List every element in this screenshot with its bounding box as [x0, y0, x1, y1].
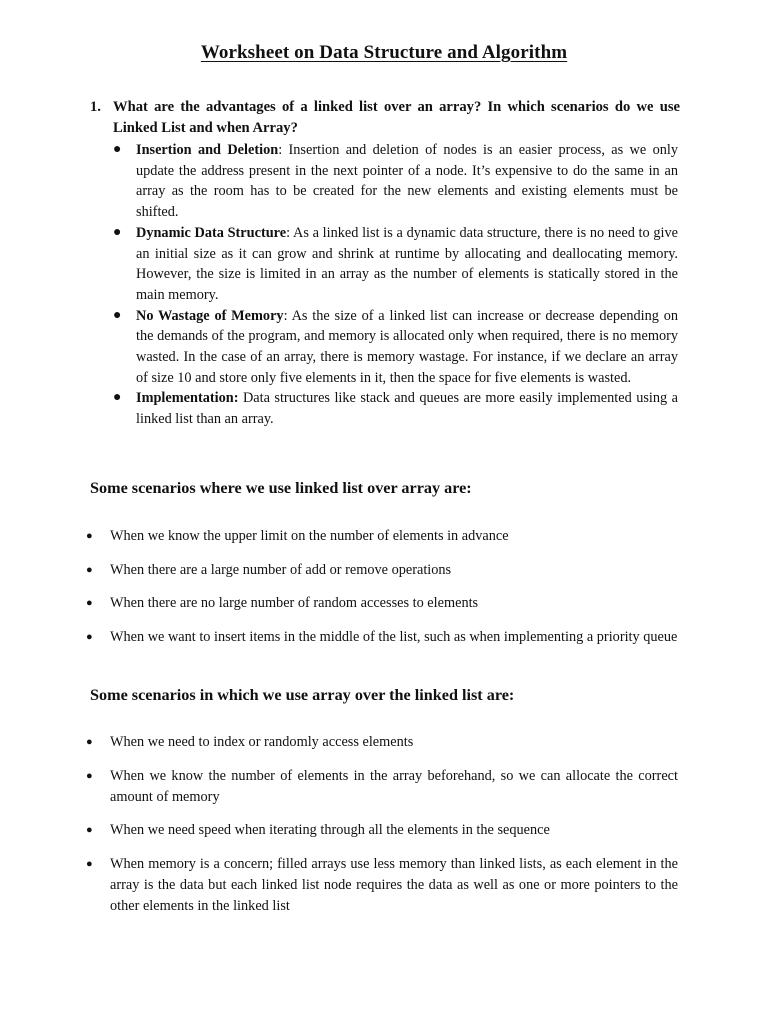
question-number: 1. — [90, 99, 101, 115]
bullet-icon: ● — [86, 857, 93, 870]
list-item-text: When there are a large number of add or remove operations — [110, 561, 452, 578]
advantage-term: No Wastage of Memory — [136, 307, 284, 324]
list-item — [86, 766, 678, 808]
list-item-text: When memory is a concern; filled arrays use less memory than linked lists, as each element in the array is the data but each linked list node requires the data as well as one or more pointers to the other elements in the linked list — [110, 855, 678, 914]
question-text: What are the advantages of a linked list over an array? In which scenarios do we use Linked List and when Array? — [113, 99, 680, 136]
list-item — [86, 560, 678, 581]
list-item-text: When we need to index or randomly access elements — [110, 734, 414, 750]
advantage-text: Insertion and deletion of nodes is an easier process, as we only update the address present in the next pointer of a node. It’s expensive to do the same in an array as the room has to be created for the new elements and existing elements must be shifted. — [136, 142, 678, 221]
bullet-icon: ● — [86, 530, 93, 542]
advantages-list — [113, 140, 678, 430]
advantage-text: As the size of a linked list can increase or decrease depending on the demands of the program, and memory is allocated only when required, there is no memory wasted. In the case of an array, there is memory wastage. For instance, if we declare an array of size 10 and store only five elements in it, then the space for five elements is wasted. — [136, 307, 678, 386]
list-item — [86, 854, 678, 917]
bullet-icon: ● — [113, 390, 122, 406]
bullet-icon: ● — [113, 307, 122, 323]
list-item-text: When we know the number of elements in the array beforehand, so we can allocate the correct amount of memory — [110, 767, 678, 805]
list-item — [86, 732, 678, 753]
advantage-separator: : — [278, 142, 289, 158]
list-item — [86, 526, 678, 547]
document-title: Worksheet on Data Structure and Algorithm — [200, 42, 568, 63]
advantage-term: Dynamic Data Structure — [136, 224, 287, 241]
question-1 — [90, 97, 680, 139]
advantage-text: Data structures like stack and queues are more easily implemented using a linked list than an array. — [136, 390, 679, 428]
advantage-item — [113, 388, 678, 429]
bullet-icon: ● — [86, 563, 93, 576]
advantage-text: As a linked list is a dynamic data structure, there is no need to give an initial size as it can grow and shrink at runtime by allocating and deallocating memory. However, the size is limited in an array as the number of elements is statically stored in the main memory. — [136, 224, 678, 303]
array-scenarios-list — [86, 732, 678, 929]
advantage-separator: : — [286, 224, 293, 241]
linked-list-scenarios-heading: Some scenarios where we use linked list over array are: — [90, 479, 472, 497]
array-scenarios-heading: Some scenarios in which we use array over the linked list are: — [90, 686, 515, 704]
list-item — [86, 593, 678, 614]
advantage-term: Implementation: — [136, 390, 239, 407]
bullet-icon: ● — [86, 824, 93, 837]
advantage-term: Insertion and Deletion — [136, 142, 279, 158]
bullet-icon: ● — [86, 597, 93, 610]
list-item — [86, 820, 678, 841]
advantage-item — [113, 140, 678, 223]
list-item — [86, 627, 678, 648]
bullet-icon: ● — [86, 630, 93, 643]
advantage-separator: : — [283, 307, 292, 324]
advantage-item — [113, 223, 678, 306]
bullet-icon: ● — [86, 736, 93, 748]
bullet-icon: ● — [86, 769, 93, 782]
list-item-text: When we need speed when iterating through all the elements in the sequence — [110, 822, 550, 839]
bullet-icon: ● — [113, 224, 122, 240]
list-item-text: When we want to insert items in the middle of the list, such as when implementing a priority queue — [110, 628, 678, 645]
bullet-icon: ● — [113, 142, 122, 157]
list-item-text: When there are no large number of random accesses to elements — [110, 595, 479, 612]
linked-list-scenarios-list — [86, 526, 678, 660]
list-item-text: When we know the upper limit on the number of elements in advance — [110, 528, 509, 544]
advantage-item — [113, 306, 678, 389]
